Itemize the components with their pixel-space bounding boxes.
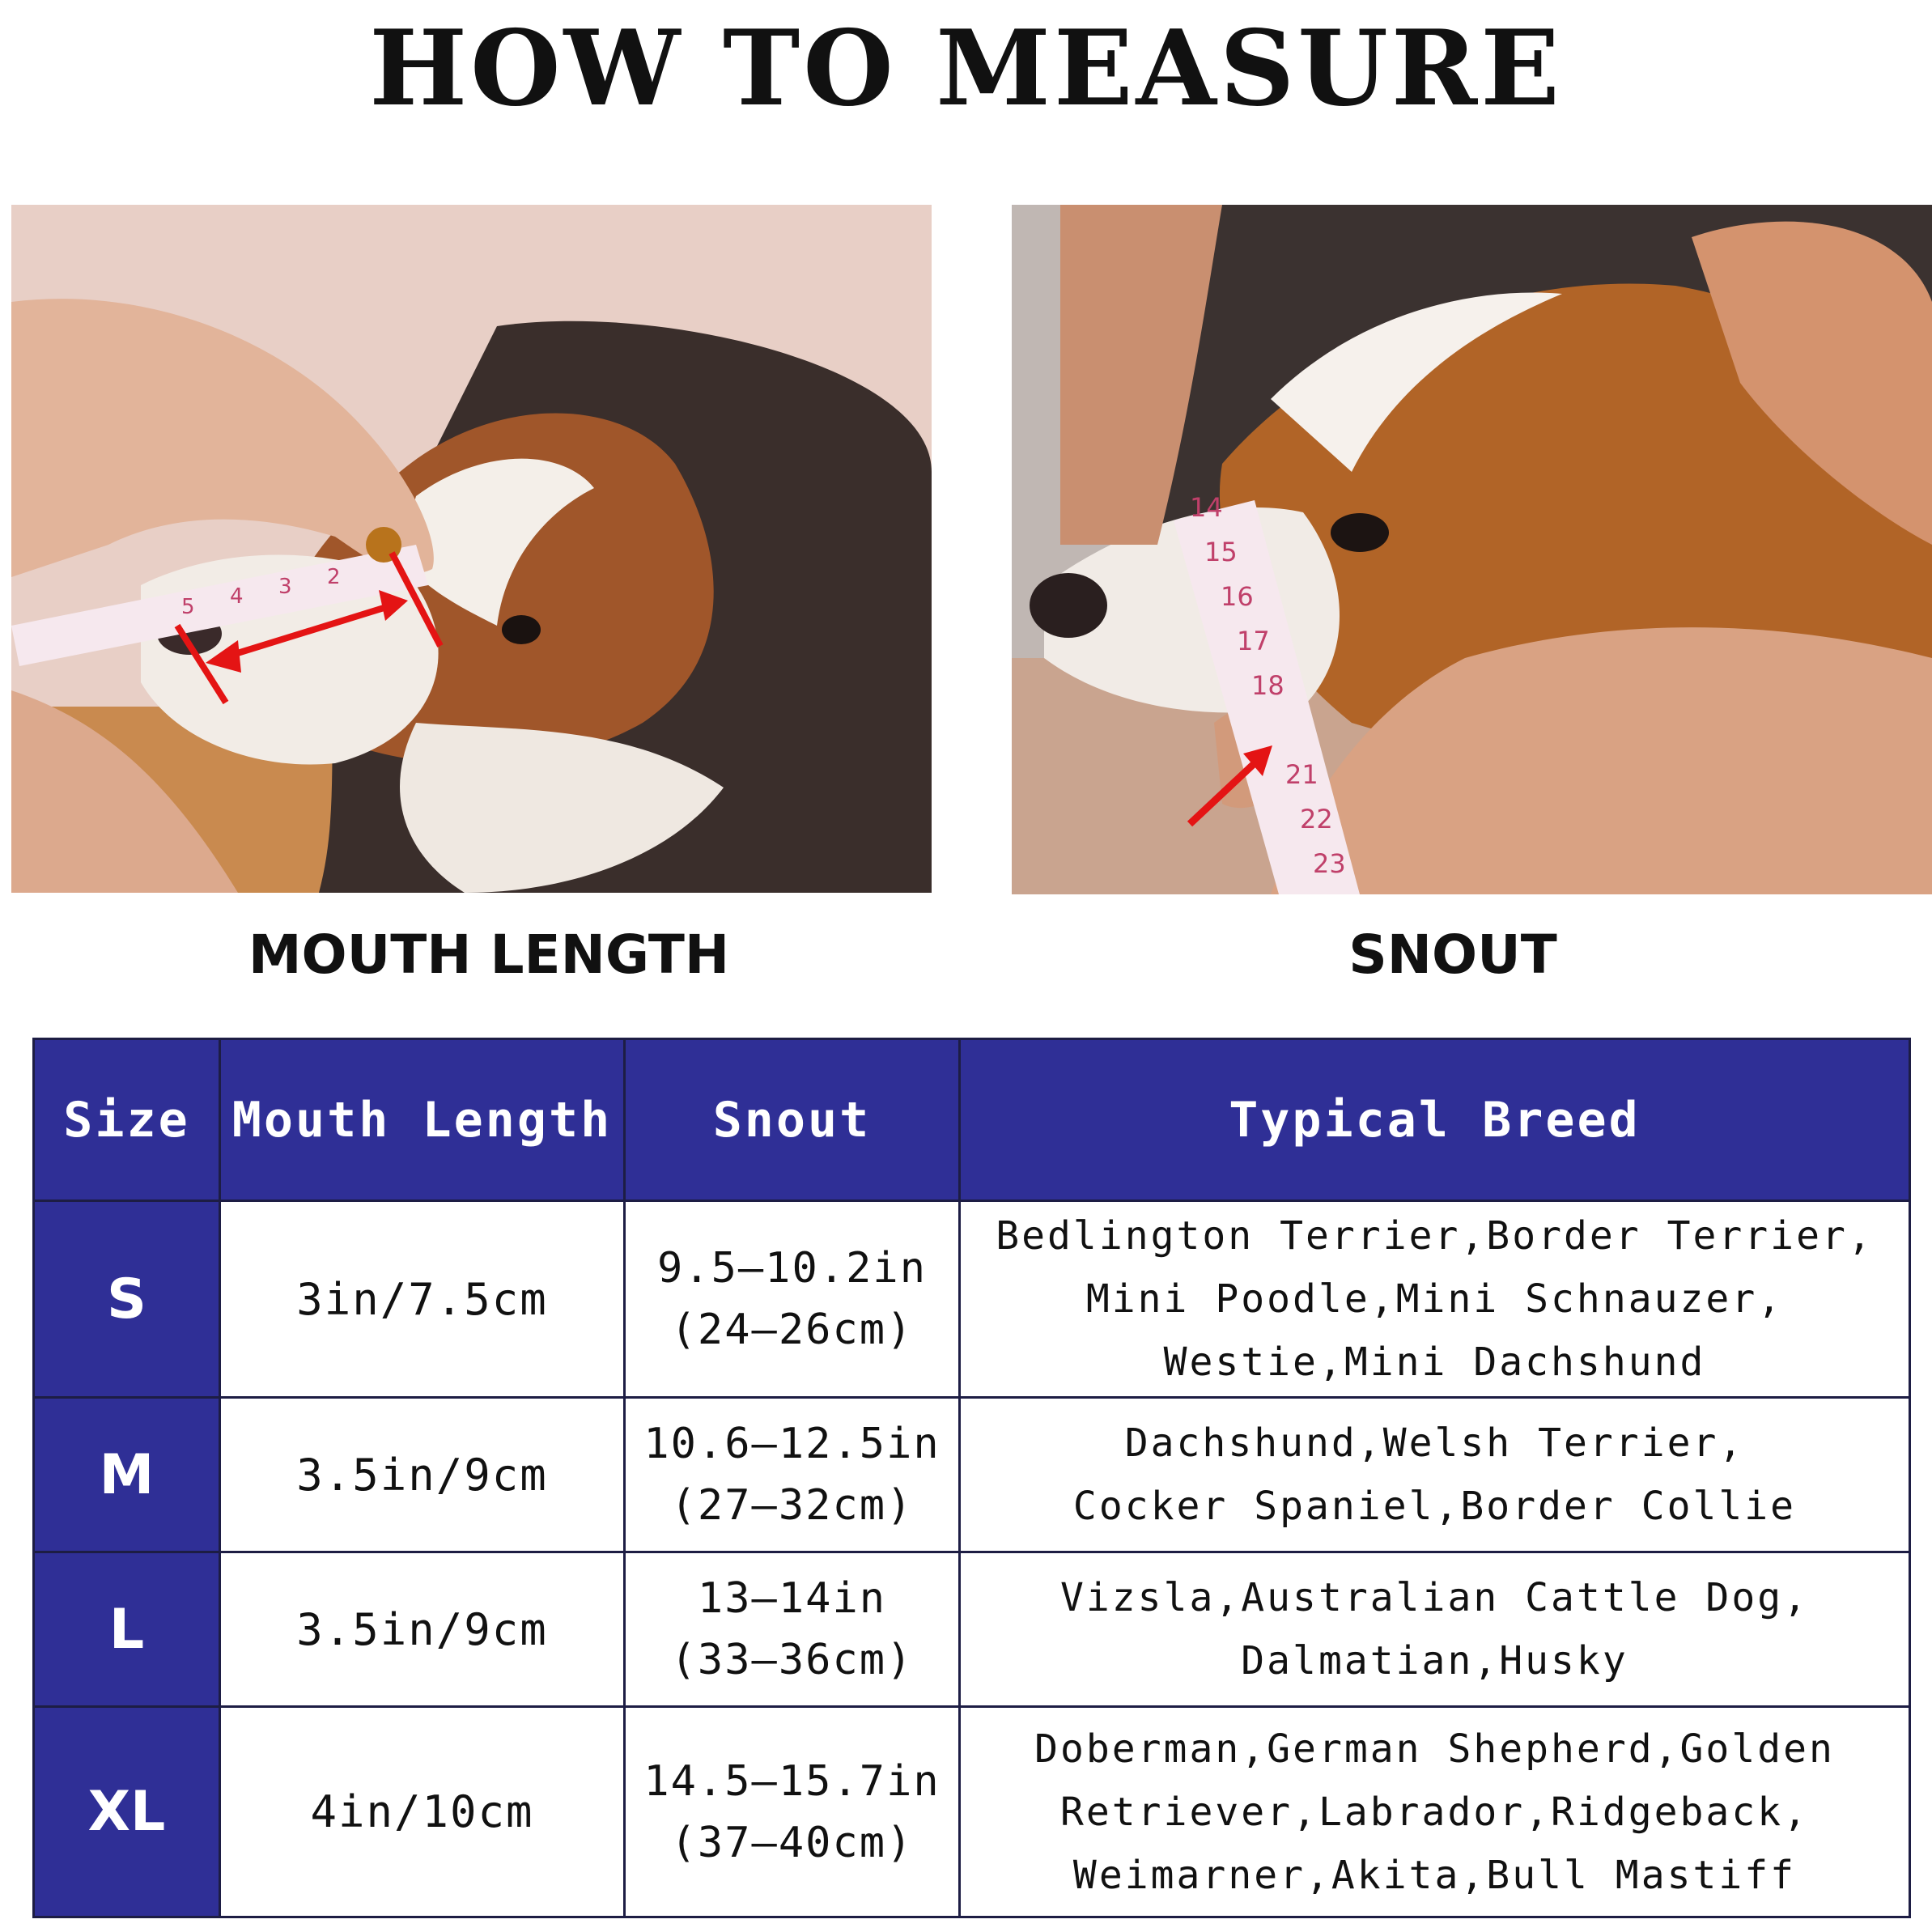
table-row: [34, 1552, 1910, 1707]
tape-mark: 4: [230, 584, 244, 609]
snout-cell: [625, 1398, 960, 1552]
breed-line: Mini Poodle,Mini Schnauzer,: [1085, 1276, 1784, 1322]
breed-cell: [960, 1398, 1910, 1552]
breed-line: Dalmatian,Husky: [1241, 1638, 1628, 1684]
size-cell: L: [34, 1552, 220, 1707]
snout-cell: [625, 1201, 960, 1398]
tape-mark: 14: [1190, 492, 1223, 523]
tape-mark: 3: [278, 575, 292, 599]
snout-cell: [625, 1552, 960, 1707]
breed-line: Cocker Spaniel,Border Collie: [1072, 1484, 1797, 1529]
table-row: [34, 1398, 1910, 1552]
breed-cell: [960, 1552, 1910, 1707]
snout-inches: 14.5—15.7in: [643, 1756, 941, 1806]
tape-mark: 5: [181, 595, 195, 619]
size-cell: M: [34, 1398, 220, 1552]
snout-inches: 10.6—12.5in: [643, 1420, 941, 1468]
mouth-length-cell: 3.5in/9cm: [220, 1552, 625, 1707]
size-chart-table: [32, 1038, 1911, 1918]
breed-cell: [960, 1707, 1910, 1917]
snout-inches: 9.5—10.2in: [656, 1244, 928, 1293]
snout-caption: SNOUT: [1348, 924, 1557, 986]
mouth-length-cell: 3in/7.5cm: [220, 1201, 625, 1398]
snout-cm: (24—26cm): [670, 1306, 914, 1354]
snout-cm: (33—36cm): [670, 1636, 914, 1684]
tape-mark: 17: [1237, 626, 1270, 656]
table-header-row: [34, 1039, 1910, 1201]
breed-line: Retriever,Labrador,Ridgeback,: [1059, 1789, 1810, 1835]
breed-cell: [960, 1201, 1910, 1398]
header-size: Size: [34, 1039, 220, 1201]
mouth-length-caption: MOUTH LENGTH: [248, 924, 730, 986]
tape-mark: 22: [1300, 804, 1333, 834]
tape-mark: 18: [1251, 670, 1284, 701]
breed-line: Vizsla,Australian Cattle Dog,: [1059, 1575, 1810, 1620]
breed-line: Bedlington Terrier,Border Terrier,: [996, 1213, 1874, 1259]
page-title: HOW TO MEASURE: [369, 8, 1563, 130]
size-cell: S: [34, 1201, 220, 1398]
snout-cell: [625, 1707, 960, 1917]
tape-mark: 2: [327, 565, 341, 589]
breed-line: Doberman,German Shepherd,Golden: [1034, 1726, 1835, 1772]
mouth-length-photo: [11, 205, 932, 893]
snout-inches: 13—14in: [697, 1574, 887, 1623]
tape-mark: 23: [1313, 848, 1346, 879]
snout-cm: (27—32cm): [670, 1481, 914, 1530]
tape-mark: 16: [1221, 581, 1254, 612]
breed-line: Westie,Mini Dachshund: [1163, 1340, 1706, 1385]
snout-cm: (37—40cm): [670, 1818, 914, 1867]
table-row: [34, 1707, 1910, 1917]
header-snout: Snout: [625, 1039, 960, 1201]
table-row: [34, 1201, 1910, 1398]
tape-mark: 21: [1285, 759, 1318, 790]
header-typical-breed: Typical Breed: [960, 1039, 1910, 1201]
breed-line: Weimarner,Akita,Bull Mastiff: [1072, 1852, 1797, 1898]
tape-mark: 15: [1204, 537, 1238, 567]
mouth-length-cell: 3.5in/9cm: [220, 1398, 625, 1552]
mouth-length-cell: 4in/10cm: [220, 1707, 625, 1917]
snout-photo: [1012, 205, 1932, 894]
breed-line: Dachshund,Welsh Terrier,: [1124, 1420, 1745, 1466]
size-cell: XL: [34, 1707, 220, 1917]
header-mouth-length: Mouth Length: [220, 1039, 625, 1201]
